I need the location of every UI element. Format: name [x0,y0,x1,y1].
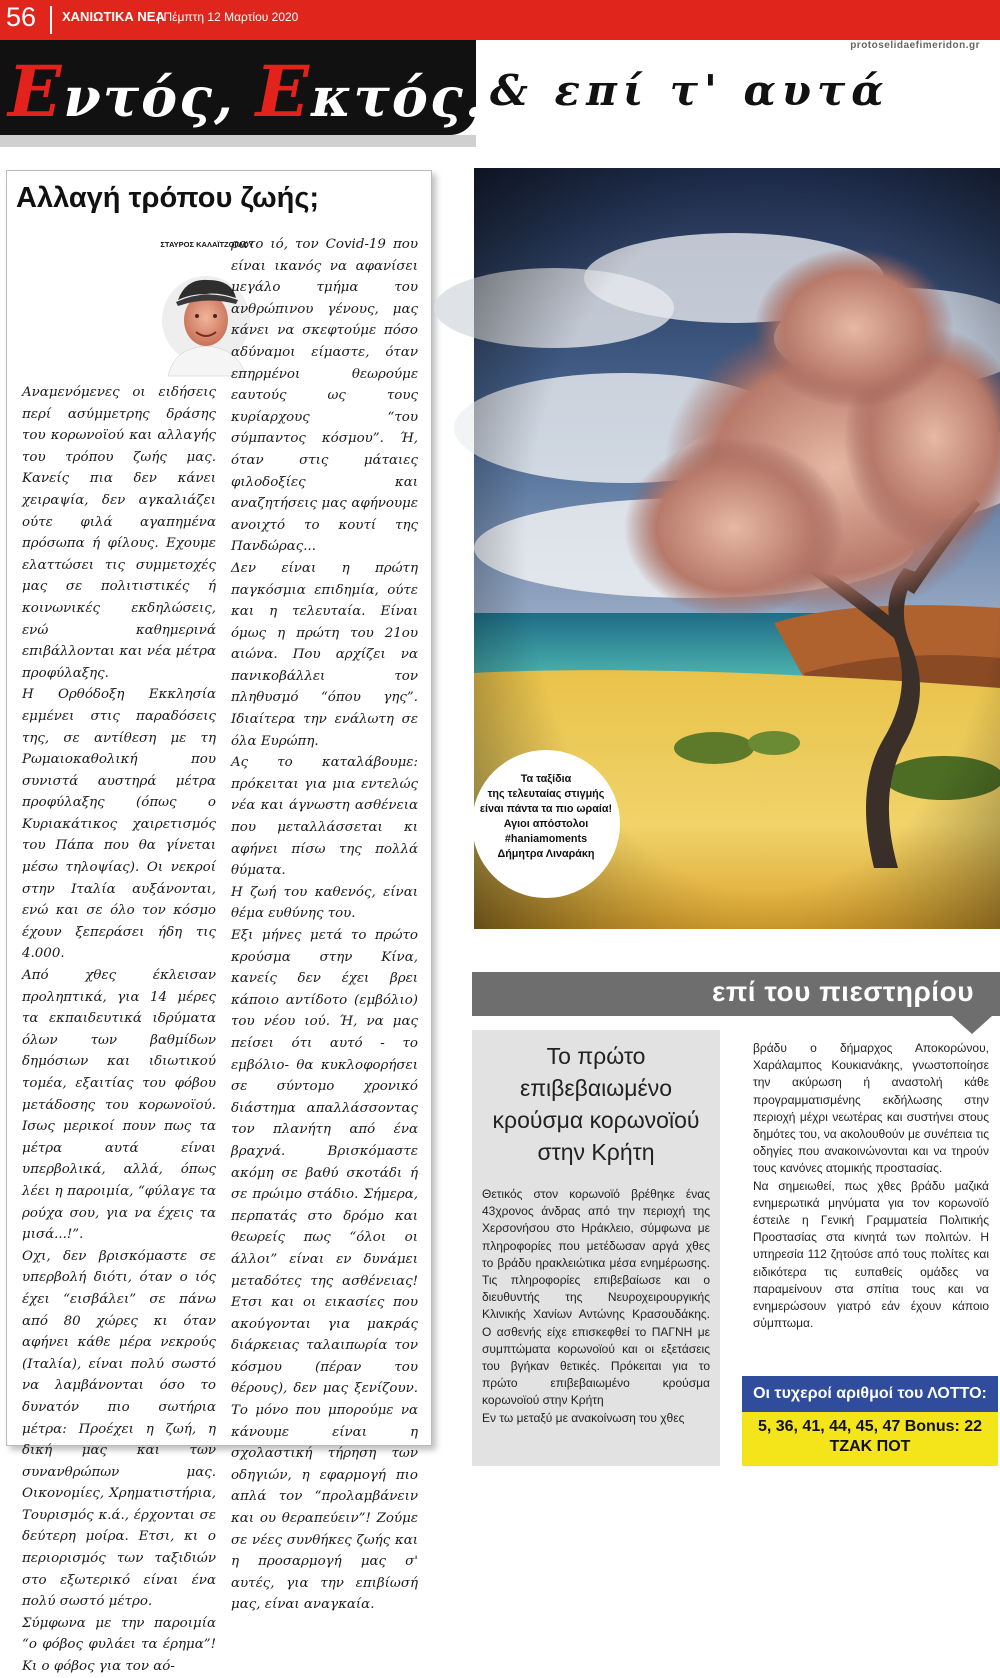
author-name: ΣΤΑΥΡΟΣ ΚΑΛΑΪΤΖΟΓΛΟΥ [160,240,254,249]
news-column-2 [753,1040,989,1360]
paragraph: Αναμενόμενες οι ειδήσεις περί ασύμμετρης δράσης του κορωνοϊού και αλλαγής του τρόπου ζωής μας. Κανείς πια δεν κάνει χειραψία, δεν αγκαλιάζει ούτε φιλά αγαπημένα πρόσωπα ή φίλους. Εχουμε ελαττώσει τις συμμετοχές μας σε πολιτιστικές ή κοινωνικές εκδηλώσεις, ενώ καθημερινά επιβάλλονται και νέα μέτρα προφύλαξης. [22,385,216,681]
lotto-results [742,1412,998,1466]
banner-initial-1: Ε [8,50,64,133]
header-pointer [952,1016,992,1034]
caption-line: είναι πάντα τα πιο ωραία! [479,803,613,815]
caption-line: Δήμητρα Λιναράκη [497,848,595,860]
caption-line: #haniamoments [504,833,588,845]
press-section-header [472,972,1000,1016]
section-banner-title [8,50,527,133]
banner-initial-2: Ε [255,50,312,133]
paragraph: Δεν είναι η πρώτη παγκόσμια επιδημία, ούτε και η τελευταία. Είναι όμως η πρώτη του 21ου αιώνα. Που αρχίζει να πανικοβάλλει τον πληθυσμό “όπου γης”. Ιδιαίτερα την ενάλωτη σε όλα Ευρώπη. [231,560,418,749]
newspaper-name: ΧΑΝΙΩΤΙΚΑ ΝΕΑ [62,9,165,24]
paragraph: Εν τω μεταξύ με ανακοίνωση του χθες [482,1410,685,1425]
source-watermark: protoselidaefimeridon.gr [850,40,980,51]
banner-word-1: ντός, [63,65,256,129]
caption-line: Τα ταξίδια [520,773,572,785]
photo-caption-bubble [472,750,620,898]
paragraph: Να σημειωθεί, πως χθες βράδυ μαζικά ενημερωτικά μηνύματα για τον κορωνοϊό έστειλε η Γενική Γραμματεία Πολιτικής Προστασίας στα κινητά των πολιτών. Η υπηρεσία 112 ζητούσε από τους πολίτες και ειδικότερα τις ευπαθείς ομάδες να παραμείνουν στα σπίτια τους και να ενημερώσουν γιατρό εάν έχουν κάποιο σύμπτωμα. [753,1178,989,1331]
article-column-1 [22,234,216,1675]
issue-date: | Πέμπτη 12 Μαρτίου 2020 [157,10,299,24]
lotto-title: Οι τυχεροί αριθμοί του ΛΟΤΤΟ: [742,1376,998,1412]
paragraph: Από χθες έκλεισαν προληπτικά, για 14 μέρες τα εκπαιδευτικά ιδρύματα όλων των βαθμίδων δημόσιων και ιδιωτικού τομέα, εξαιτίας του φόβου μετάδοσης του κορωνοϊού. Ισως μερικοί πουν πως τα μέτρα αυτά είναι υπερβολικά, αλλά, όπως λέει η παροιμία, “φύλαγε τα ρούχα σου, για να έχεις τα μισά...!”. [22,968,216,1243]
paragraph: Θετικός στον κορωνοϊό βρέθηκε ένας 43χρονος άνδρας από την περιοχή της Χερσονήσου στο Ηράκλειο, σύμφωνα με πληροφορίες που μετέδωσαν αργά χθες το βράδυ ηρακλειώτικα μέσα ενημέρωσης. Τις πληροφορίες επιβεβαίωσε και ο διευθυντής της Νευροχειρουργικής Κλινικής Χανίων Αντώνης Κρασουδάκης. Ο ασθενής είχε επισκεφθεί το ΠΑΓΝΗ με συμπτώματα κορωνοϊού και οι εξετάσεις του βγήκαν θετικές. Πρόκειται για το πρώτο επιβεβαιωμένο κρούσμα κορωνοϊού στην Κρήτη [482,1187,710,1408]
news-headline: Το πρώτο επιβεβαιωμένο κρούσμα κορωνοϊού στην Κρήτη [492,1043,700,1165]
article-column-2 [231,234,418,1613]
paragraph: Η Ορθόδοξη Εκκλησία εμμένει στις παραδόσεις της, σε αντίθεση με τη Ρωμαιοκαθολική που συνιστά αυστηρά μέτρα προφύλαξης (όπως ο Κυριακάτικος χαιρετισμός του Πάπα που θα γίνεται μέσω τηλοψίας). Οι νεκροί στην Ιταλία αυξάνονται, ενώ και σε όλο τον κόσμο έχουν ξεπεράσει ήδη τις 4.000. [22,687,216,962]
banner-underline [0,135,476,147]
paragraph: Οχι, δεν βρισκόμαστε σε υπερβολή διότι, όταν ο ιός έχει “εισβάλει” σε πάνω από 80 χώρες κι όταν αφήνει κάθε μέρα νεκρούς (Ιταλία), είναι πολύ σωστό να λαμβάνονται όσο το δυνατόν πιο σωτήρια μέτρα: Προέχει η ζωή, η δική μας και των συνανθρώπων μας. Οικονομίες, Χρηματιστήρια, Τουρισμός κ.ά., έρχονται σε δεύτερη μοίρα. Ετσι, κι ο περιορισμός των ταξιδιών στο εξωτερικό είναι ένα πολύ σωστό μέτρο. [22,1248,216,1610]
paragraph: Σύμφωνα με την παροιμία “ο φόβος φυλάει τα έρημα”! Κι ο φόβος για τον αό- [22,1615,216,1675]
lotto-numbers: 5, 36, 41, 44, 45, 47 Bonus: 22 [757,1418,983,1435]
banner-word-2: κτός... [311,65,528,129]
press-section-title: επί του πιεστηρίου [712,976,974,1007]
lotto-jackpot: ΤΖΑΚ ΠΟΤ [829,1438,911,1455]
paragraph: Εξι μήνες μετά το πρώτο κρούσμα στην Κίνα, κανείς δεν έχει βρει κάποιο αντίδοτο (εμβόλιο) του νέου ιού. Ή, να μας πείσει ότι αυτό - το εμβόλιο- θα κυκλοφορήσει σε σύντομο χρονικό διάστημα απαλλάσσοντας τον πλανήτη από ένα βραχνά. Βρισκόμαστε ακόμη σε βαθύ σκοτάδι ή σε πρώιμο στάδιο. Σήμερα, περπατάς στο δρόμο και θεωρείς πως “όλοι οι άλλοι” είναι εν δυνάμει μεταδότες της ασθένειας! Ετσι και οι εικασίες που ακούγονται για μακράς διάρκειας ταλαιπωρία τον κόσμου (πέραν του θέρους), δεν μας ξενίζουν. Το μόνο που μπορούμε να κάνουμε είναι η σχολαστική τήρηση των οδηγιών, η εφαρμογή πιο απλά τον “προλαμβάνειν και ου θεραπεύειν”! Ζούμε σε νέες συνθήκες ζωής και η προσαρμογή μας σ' αυτές, για την επιβίωσή μας, είναι αναγκαία. [231,928,418,1613]
news-column-1 [482,1186,710,1462]
page-number: 56 [6,2,37,32]
paragraph: ρατο ιό, τον Covid-19 που είναι ικανός να αφανίσει μεγάλο τμήμα του ανθρώπινου γένους, μας κάνει να σκεφτούμε πόσο αδύναμοι είμαστε, όταν επηρμένοι θεωρούμε εαυτούς ως τους κυρίαρχους “του σύμπαντος κόσμου”. Ή, όταν στις μάταιες φιλοδοξίες και αναζητήσεις μας αφήνουμε ανοιχτό το κουτί της Πανδώρας... [231,237,418,555]
section-banner-subtitle: & επί τ' αυτά [490,66,890,115]
paragraph: βράδυ ο δήμαρχος Αποκορώνου, Χαράλαμπος Κουκιανάκης, γνωστοποίησε την ακύρωση ή αναστολή κάθε προγραμματισμένης εκδήλωσης στην περιοχή μέχρι νεωτέρας και συστήνει στους δημότες του, να ακολουθούν με συνέπεια τις οδηγίες που ανακοινώνονται και να τηρούν τους κανόνες ατομικής προστασίας. [753,1041,989,1176]
paragraph: Ας το καταλάβουμε: πρόκειται για μια εντελώς νέα και άγνωστη ασθένεια που μεταλλάσσεται κι αφήνει πίσω της πολλά θύματα. [231,755,418,879]
paragraph: Η ζωή του καθενός, είναι θέμα ευθύνης του. [231,884,418,922]
caption-line: Αγιοι απόστολοι [503,818,589,830]
caption-line: της τελευταίας στιγμής [487,788,605,800]
article-headline: Αλλαγή τρόπου ζωής; [16,182,320,214]
header-divider [50,6,52,34]
